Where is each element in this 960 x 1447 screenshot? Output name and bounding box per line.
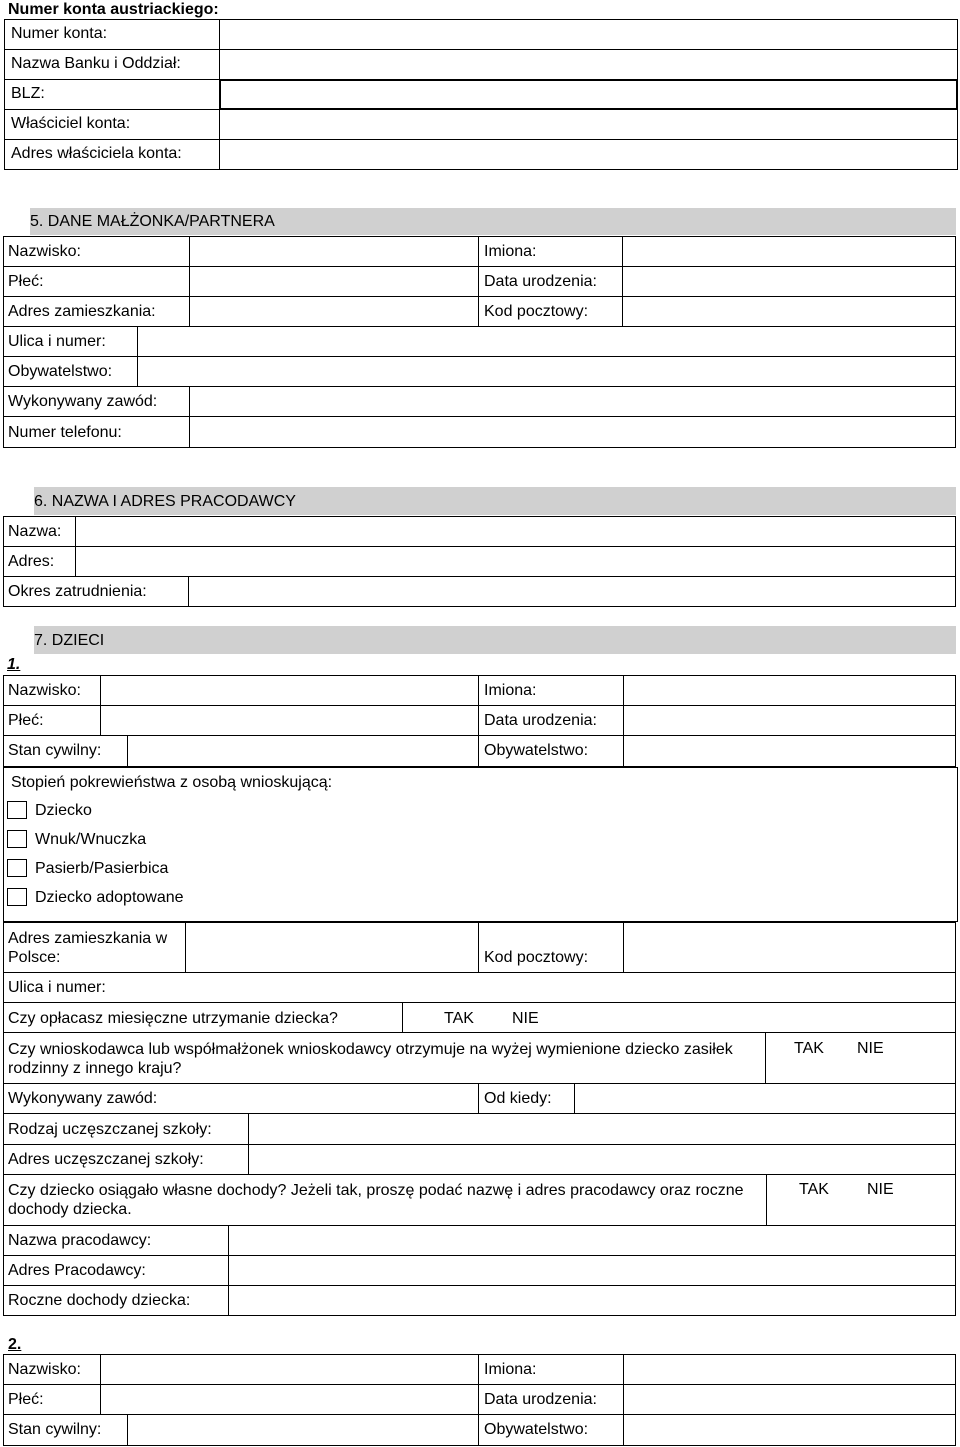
employer-name-field[interactable] xyxy=(75,516,956,547)
address-pl-label: Adres zamieszkania w Polsce: xyxy=(8,930,168,966)
surname-label: Nazwisko: xyxy=(8,682,81,699)
birth-date-label: Data urodzenia: xyxy=(484,712,597,729)
child-1-postal-code-field[interactable] xyxy=(623,922,956,973)
income-answer-cell xyxy=(766,1174,956,1226)
surname-label: Nazwisko: xyxy=(8,243,81,260)
street-label: Ulica i numer: xyxy=(8,333,106,350)
child-2-sex-field[interactable] xyxy=(100,1384,479,1415)
employment-period-field[interactable] xyxy=(188,576,956,607)
child-1-school-type-field[interactable] xyxy=(248,1113,956,1145)
relation-checkbox-adopted[interactable] xyxy=(7,888,27,906)
period-label: Okres zatrudnienia: xyxy=(8,583,147,600)
sex-label: Płeć: xyxy=(8,1391,44,1408)
owner-field[interactable] xyxy=(219,109,958,140)
child-1-first-names-field[interactable] xyxy=(623,675,956,706)
owner-label: Właściciel konta: xyxy=(11,115,131,132)
section-heading: 6. NAZWA I ADRES PRACODAWCY xyxy=(34,493,296,510)
child-1-street-field[interactable] xyxy=(115,973,955,1002)
employer-address-field[interactable] xyxy=(75,546,956,577)
first-names-label: Imiona: xyxy=(484,1361,537,1378)
owner-address-field[interactable] xyxy=(219,139,958,170)
surname-field[interactable] xyxy=(189,236,479,267)
phone-field[interactable] xyxy=(189,416,956,448)
section-heading: 5. DANE MAŁŻONKA/PARTNERA xyxy=(30,213,275,230)
section-header xyxy=(34,626,956,654)
birth-date-label: Data urodzenia: xyxy=(484,273,597,290)
relation-option-grandchild: Wnuk/Wnuczka xyxy=(35,831,147,848)
child-1-birth-date-field[interactable] xyxy=(623,705,956,736)
sex-label: Płeć: xyxy=(8,712,44,729)
child-1-occupation-field[interactable] xyxy=(170,1084,476,1113)
first-names-label: Imiona: xyxy=(484,682,537,699)
street-field[interactable] xyxy=(137,326,956,357)
occupation-label: Wykonywany zawód: xyxy=(8,1090,158,1107)
first-names-label: Imiona: xyxy=(484,243,537,260)
birth-date-field[interactable] xyxy=(622,266,956,297)
marital-label: Stan cywilny: xyxy=(8,1421,102,1438)
school-type-label: Rodzaj uczęszczanej szkoły: xyxy=(8,1121,212,1138)
support-no-option[interactable]: NIE xyxy=(512,1010,539,1027)
child-1-address-pl-field[interactable] xyxy=(185,922,479,973)
blz-field[interactable] xyxy=(219,79,958,110)
benefit-question: Czy wnioskodawca lub współmałżonek wnioskodawcy otrzymuje na wyżej wymienione dziecko zasiłek rodzinny z innego kraju? xyxy=(8,1041,733,1077)
account-number-field[interactable] xyxy=(219,19,958,50)
child-1-marital-field[interactable] xyxy=(127,735,479,767)
relation-option-stepchild: Pasierb/Pasierbica xyxy=(35,860,169,877)
child-2-number: 2. xyxy=(8,1336,22,1353)
relation-label: Stopień pokrewieństwa z osobą wnioskującą: xyxy=(11,774,333,791)
child-1-employer-address-field[interactable] xyxy=(228,1255,956,1286)
section-header xyxy=(30,208,956,235)
child-1-sex-field[interactable] xyxy=(100,705,479,736)
occupation-field[interactable] xyxy=(189,386,956,417)
relation-option-adopted: Dziecko adoptowane xyxy=(35,889,184,906)
support-question: Czy opłacasz miesięczne utrzymanie dziecka? xyxy=(8,1010,338,1027)
benefit-yes-option[interactable]: TAK xyxy=(794,1040,824,1057)
support-answer-cell xyxy=(402,1002,956,1033)
income-question: Czy dziecko osiągało własne dochody? Jeżeli tak, proszę podać nazwę i adres pracodawcy oraz roczne dochody dziecka. xyxy=(8,1182,744,1218)
citizenship-field[interactable] xyxy=(137,356,956,387)
address-field[interactable] xyxy=(189,296,479,327)
bank-field[interactable] xyxy=(219,49,958,80)
section-header xyxy=(34,487,956,515)
child-2-citizenship-field[interactable] xyxy=(623,1414,956,1446)
citizenship-label: Obywatelstwo: xyxy=(484,1421,589,1438)
occupation-label: Wykonywany zawód: xyxy=(8,393,158,410)
employer-name-label: Nazwa pracodawcy: xyxy=(8,1232,152,1249)
child-1-citizenship-field[interactable] xyxy=(623,735,956,767)
employer-address-label: Adres Pracodawcy: xyxy=(8,1262,146,1279)
postal-code-label: Kod pocztowy: xyxy=(484,949,589,966)
child-1-employer-name-field[interactable] xyxy=(228,1225,956,1256)
child-1-since-field[interactable] xyxy=(574,1083,956,1114)
child-1-school-address-field[interactable] xyxy=(248,1144,956,1175)
citizenship-label: Obywatelstwo: xyxy=(8,363,113,380)
bank-label: Nazwa Banku i Oddział: xyxy=(11,55,181,72)
child-2-first-names-field[interactable] xyxy=(623,1354,956,1385)
phone-label: Numer telefonu: xyxy=(8,424,122,441)
income-yes-option[interactable]: TAK xyxy=(799,1181,829,1198)
sex-label: Płeć: xyxy=(8,273,44,290)
marital-label: Stan cywilny: xyxy=(8,742,102,759)
child-1-annual-income-field[interactable] xyxy=(228,1285,956,1316)
child-2-marital-field[interactable] xyxy=(127,1414,479,1446)
first-names-field[interactable] xyxy=(622,236,956,267)
section-title: Numer konta austriackiego: xyxy=(8,1,219,18)
account-number-label: Numer konta: xyxy=(11,25,108,42)
income-no-option[interactable]: NIE xyxy=(867,1181,894,1198)
street-label: Ulica i numer: xyxy=(8,979,106,996)
blz-label: BLZ: xyxy=(11,85,45,102)
relation-option-child: Dziecko xyxy=(35,802,92,819)
child-2-birth-date-field[interactable] xyxy=(623,1384,956,1415)
child-1-number: 1. xyxy=(7,656,21,673)
citizenship-label: Obywatelstwo: xyxy=(484,742,589,759)
sex-field[interactable] xyxy=(189,266,479,297)
surname-label: Nazwisko: xyxy=(8,1361,81,1378)
address-label: Adres zamieszkania: xyxy=(8,303,156,320)
relation-checkbox-grandchild[interactable] xyxy=(7,830,27,848)
benefit-no-option[interactable]: NIE xyxy=(857,1040,884,1057)
section-heading: 7. DZIECI xyxy=(34,632,105,649)
school-address-label: Adres uczęszczanej szkoły: xyxy=(8,1151,204,1168)
owner-address-label: Adres właściciela konta: xyxy=(11,145,182,162)
annual-income-label: Roczne dochody dziecka: xyxy=(8,1292,191,1309)
since-label: Od kiedy: xyxy=(484,1090,552,1107)
birth-date-label: Data urodzenia: xyxy=(484,1391,597,1408)
relation-checkbox-stepchild[interactable] xyxy=(7,859,27,877)
relation-checkbox-child[interactable] xyxy=(7,801,27,819)
child-2-surname-field[interactable] xyxy=(100,1354,479,1385)
address-label: Adres: xyxy=(8,553,55,570)
postal-code-field[interactable] xyxy=(622,296,956,327)
support-yes-option[interactable]: TAK xyxy=(444,1010,474,1027)
child-1-surname-field[interactable] xyxy=(100,675,479,706)
postal-code-label: Kod pocztowy: xyxy=(484,303,589,320)
name-label: Nazwa: xyxy=(8,523,62,540)
